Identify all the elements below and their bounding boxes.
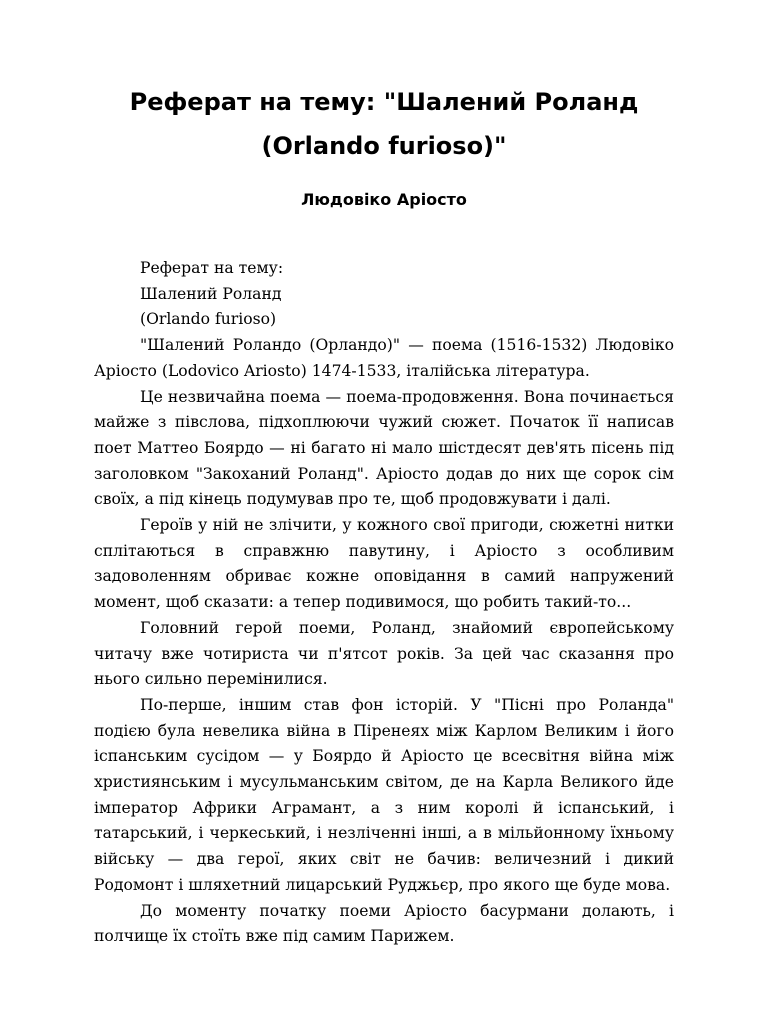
paragraph: По-перше, іншим став фон історій. У "Пісні про Роланда" подією була невелика війна в Піренеях між Карлом Великим і його іспанським сусідом — у Боярдо й Аріосто це всесвітня війна між християнським і мусульманським світом, де на Карла Великого йде імператор Африки Аграмант, а з ним королі й іспанський, і татарський, і черкеський, і незліченні інші, а в мільйонному їхньому війську — два герої, яких світ не бачив: величезний і дикий Родомонт і шляхетний лицарський Руджьєр, про якого ще буде мова.: [94, 695, 674, 894]
document-page: [94, 80, 674, 950]
author-name: Людовіко Аріосто: [301, 190, 467, 209]
paragraph: До моменту початку поеми Аріосто басурмани долають, і полчище їх стоїть вже під самим Парижем.: [94, 901, 674, 946]
paragraph: Реферат на тему:: [140, 259, 284, 277]
document-body: [94, 256, 674, 950]
paragraph: "Шалений Роландо (Орландо)" — поема (1516-1532) Людовіко Аріосто (Lodovico Ariosto) 1474-1533, італійська література.: [94, 336, 674, 380]
paragraph: Шалений Роланд: [140, 284, 282, 303]
title-line-2: (Orlando furioso)": [261, 132, 507, 160]
paragraph: Головний герой поеми, Роланд, знайомий європейському читачу вже чотириста чи п'ятсот років. За цей час сказання про нього сильно перемінилися.: [94, 618, 674, 689]
paragraph: Це незвичайна поема — поема-продовження. Вона починається майже з півслова, підхоплюючи чужий сюжет. Початок її написав поет Маттео Боярдо — ні багато ні мало шістдесят дев'ять пісень під заголовком "Закоханий Роланд". Аріосто додав до них ще сорок сім своїх, а під кінець подумував про те, щоб продовжувати і далі.: [94, 387, 674, 509]
title-line-1: Реферат на тему: "Шалений Роланд: [129, 88, 639, 116]
document-title: [94, 80, 674, 168]
paragraph: (Orlando furioso): [140, 310, 277, 329]
paragraph: Героїв у ній не злічити, у кожного свої пригоди, сюжетні нитки сплітаються в справжню павутину, і Аріосто з особливим задоволенням обриває кожне оповідання в самий напружений момент, щоб сказати: а тепер подивимося, що робить такий-то...: [94, 516, 674, 612]
